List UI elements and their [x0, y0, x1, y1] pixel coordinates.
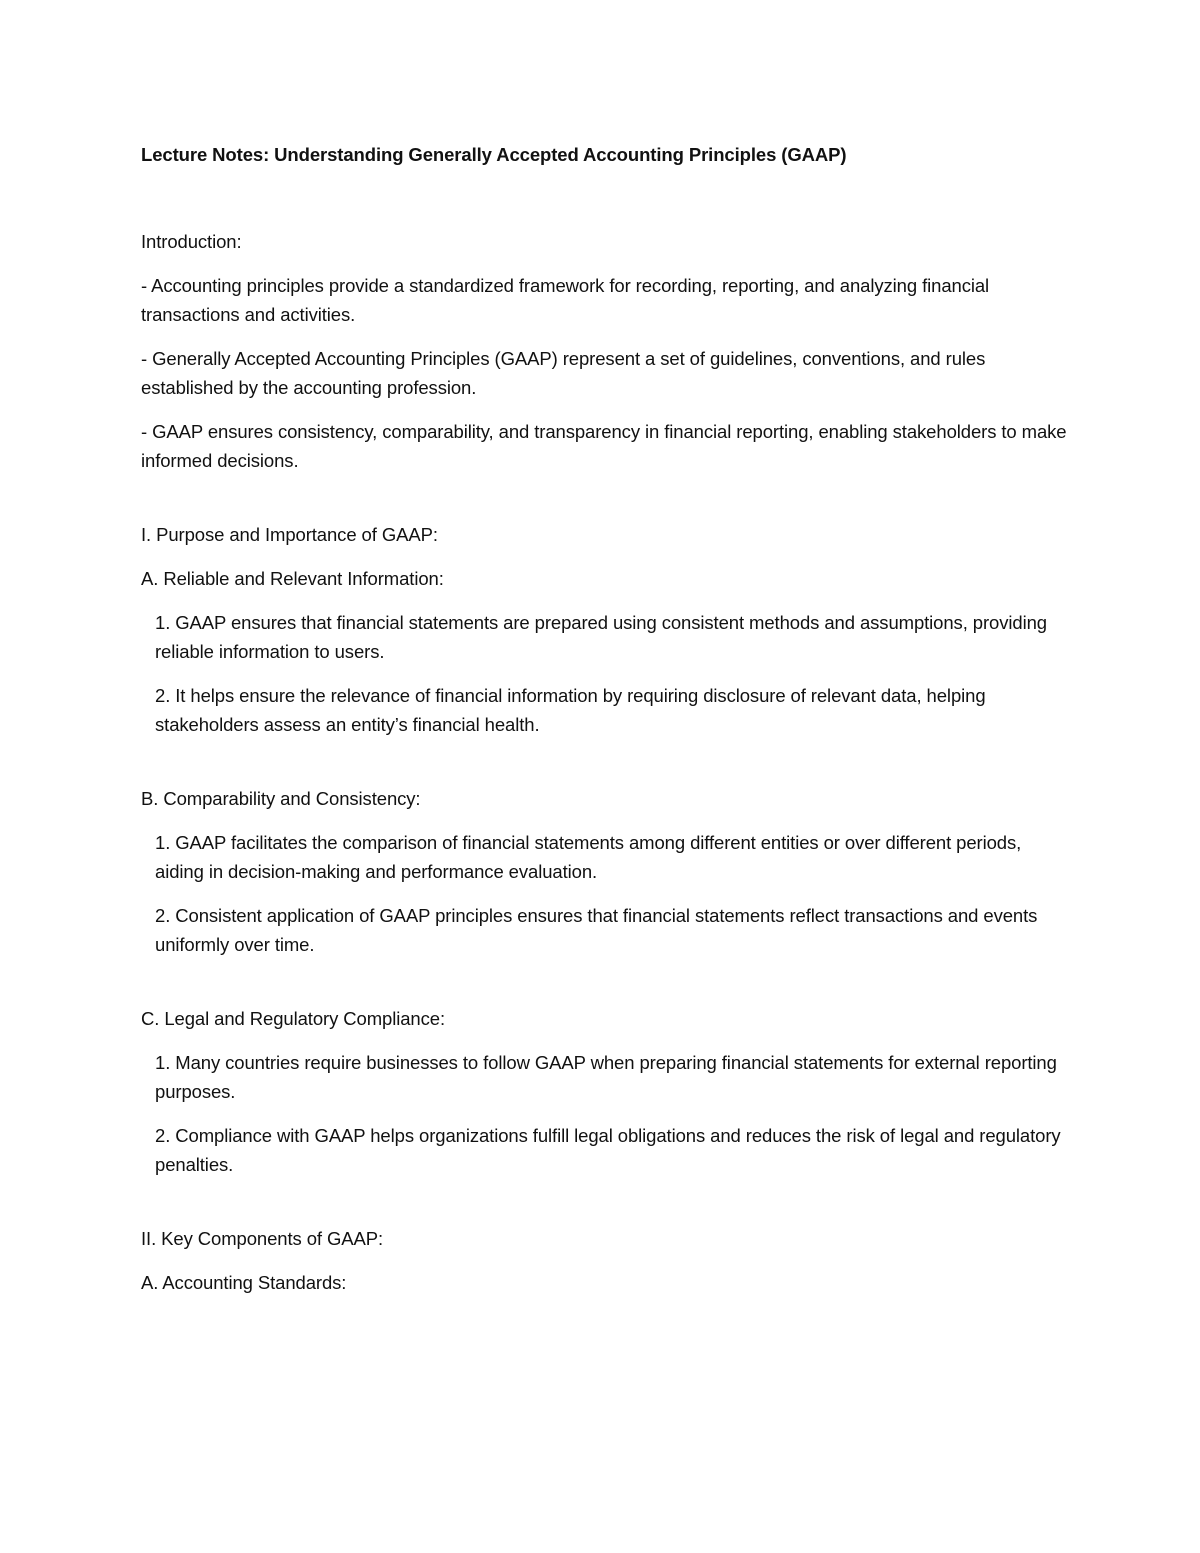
- section-1b-item-1: 1. GAAP facilitates the comparison of financial statements among different entities or over different periods, aiding in decision-making and performance evaluation.: [155, 832, 1022, 882]
- section-2-heading: II. Key Components of GAAP:: [141, 1228, 384, 1249]
- spacer: [141, 886, 1071, 901]
- section-1c-item-1: 1. Many countries require businesses to follow GAAP when preparing financial statements for external reporting purposes.: [155, 1052, 1057, 1102]
- spacer: [141, 666, 1071, 681]
- section-1c-item-2: 2. Compliance with GAAP helps organizations fulfill legal obligations and reduces the risk of legal and regulatory penalties.: [155, 1125, 1061, 1175]
- intro-bullet-1: - Accounting principles provide a standardized framework for recording, reporting, and analyzing financial transactions and activities.: [141, 275, 990, 325]
- spacer: [141, 813, 1071, 828]
- introduction-heading: Introduction:: [141, 231, 242, 252]
- spacer: [141, 169, 1071, 227]
- spacer: [141, 256, 1071, 271]
- intro-bullet-3: - GAAP ensures consistency, comparability, and transparency in financial reporting, enabling stakeholders to make informed decisions.: [141, 421, 1067, 471]
- document-page: [141, 140, 1071, 1297]
- section-1a-item-2: 2. It helps ensure the relevance of financial information by requiring disclosure of relevant data, helping stakeholders assess an entity’s financial health.: [155, 685, 986, 735]
- spacer: [141, 959, 1071, 1004]
- spacer: [141, 549, 1071, 564]
- section-1c-heading: C. Legal and Regulatory Compliance:: [141, 1008, 445, 1029]
- section-1a-heading: A. Reliable and Relevant Information:: [141, 568, 444, 589]
- document-title: Lecture Notes: Understanding Generally Accepted Accounting Principles (GAAP): [141, 144, 847, 165]
- spacer: [141, 329, 1071, 344]
- section-1b-heading: B. Comparability and Consistency:: [141, 788, 421, 809]
- spacer: [141, 475, 1071, 520]
- spacer: [141, 1179, 1071, 1224]
- intro-bullet-2: - Generally Accepted Accounting Principles (GAAP) represent a set of guidelines, conventions, and rules established by the accounting profession.: [141, 348, 986, 398]
- spacer: [141, 1033, 1071, 1048]
- section-1-heading: I. Purpose and Importance of GAAP:: [141, 524, 438, 545]
- spacer: [141, 593, 1071, 608]
- spacer: [141, 1106, 1071, 1121]
- section-2a-heading: A. Accounting Standards:: [141, 1272, 347, 1293]
- spacer: [141, 1253, 1071, 1268]
- section-1b-item-2: 2. Consistent application of GAAP principles ensures that financial statements reflect transactions and events uniformly over time.: [155, 905, 1038, 955]
- section-1a-item-1: 1. GAAP ensures that financial statements are prepared using consistent methods and assumptions, providing reliable information to users.: [155, 612, 1047, 662]
- spacer: [141, 739, 1071, 784]
- spacer: [141, 402, 1071, 417]
